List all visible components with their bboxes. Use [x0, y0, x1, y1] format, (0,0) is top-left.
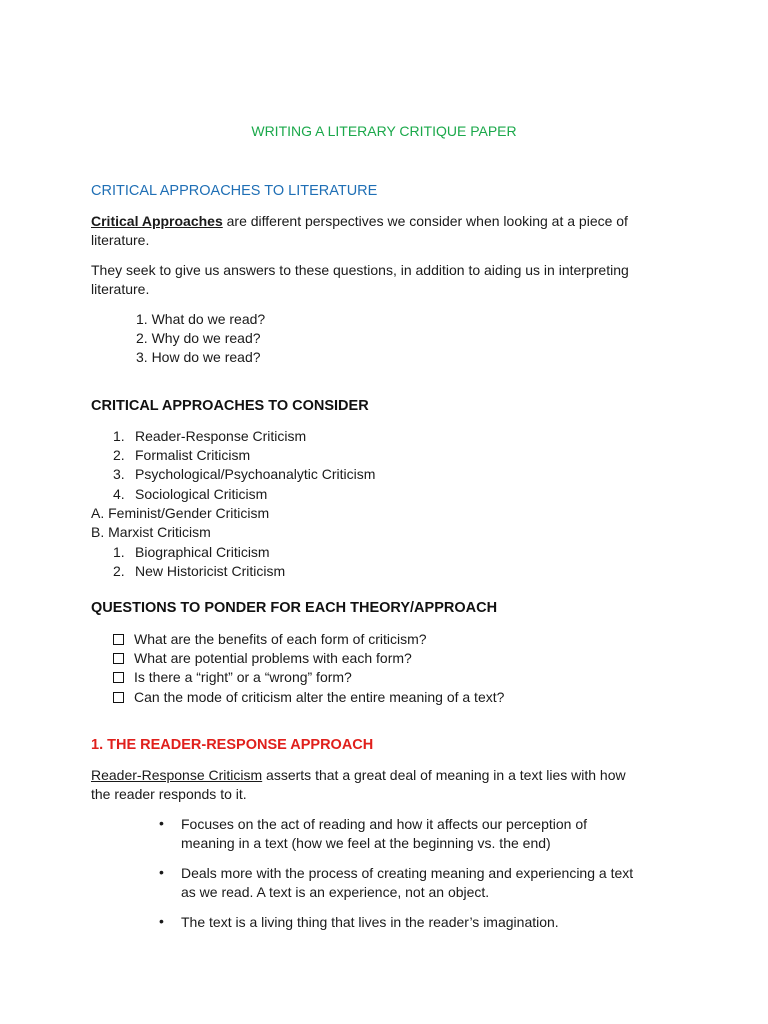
bullet-item-line: Deals more with the process of creating meaning and experiencing a text — [181, 865, 634, 881]
para2-line-2: literature. — [91, 281, 150, 297]
approach-list-item: 2. New Historicist Criticism — [113, 563, 286, 579]
bullet-icon: • — [159, 815, 164, 831]
bullet-icon: • — [159, 864, 164, 880]
approach-list-item: 1. Biographical Criticism — [113, 544, 270, 560]
section-heading-critical-approaches: CRITICAL APPROACHES TO LITERATURE — [91, 183, 378, 199]
checkbox-icon — [113, 634, 124, 645]
para2-line-1: They seek to give us answers to these questions, in addition to aiding us in interpreting — [91, 262, 629, 278]
bullet-item-line: meaning in a text (how we feel at the beginning vs. the end) — [181, 835, 551, 851]
section-heading-reader-response: 1. THE READER-RESPONSE APPROACH — [91, 737, 374, 753]
definition-text: are different perspectives we consider when looking at a piece of — [222, 213, 628, 229]
checklist-item: Can the mode of criticism alter the entire meaning of a text? — [113, 688, 504, 707]
approach-list-item: 2. Formalist Criticism — [113, 447, 251, 463]
bullet-item-line: The text is a living thing that lives in the reader’s imagination. — [181, 914, 559, 930]
checklist-item: What are potential problems with each form? — [113, 649, 412, 668]
bullet-item-line: Focuses on the act of reading and how it affects our perception of — [181, 816, 587, 832]
section-heading-approaches-to-consider: CRITICAL APPROACHES TO CONSIDER — [91, 398, 369, 414]
checkbox-icon — [113, 672, 124, 683]
approach-sub-item: B. Marxist Criticism — [91, 524, 211, 540]
question-item: 1. What do we read? — [136, 311, 266, 327]
bullet-item-line: as we read. A text is an experience, not an object. — [181, 884, 490, 900]
checkbox-icon — [113, 653, 124, 664]
definition-line-2: literature. — [91, 232, 150, 248]
question-item: 3. How do we read? — [136, 349, 261, 365]
checklist-item: Is there a “right” or a “wrong” form? — [113, 668, 352, 687]
intro-line-2: the reader responds to it. — [91, 786, 247, 802]
section-heading-questions: QUESTIONS TO PONDER FOR EACH THEORY/APPROACH — [91, 600, 498, 616]
intro-line-1: Reader-Response Criticism asserts that a great deal of meaning in a text lies with how — [91, 767, 626, 783]
question-item: 2. Why do we read? — [136, 330, 261, 346]
approach-sub-item: A. Feminist/Gender Criticism — [91, 505, 270, 521]
approach-list-item: 3. Psychological/Psychoanalytic Criticism — [113, 466, 376, 482]
checklist-item: What are the benefits of each form of criticism? — [113, 630, 427, 649]
approach-list-item: 4. Sociological Criticism — [113, 486, 268, 502]
definition-line-1 — [91, 212, 628, 231]
critical-approaches-term: Critical Approaches — [91, 213, 223, 229]
bullet-icon: • — [159, 913, 164, 929]
reader-response-term: Reader-Response Criticism — [91, 767, 263, 783]
document-title: WRITING A LITERARY CRITIQUE PAPER — [251, 123, 517, 139]
approach-list-item: 1. Reader-Response Criticism — [113, 428, 307, 444]
checkbox-icon — [113, 692, 124, 703]
